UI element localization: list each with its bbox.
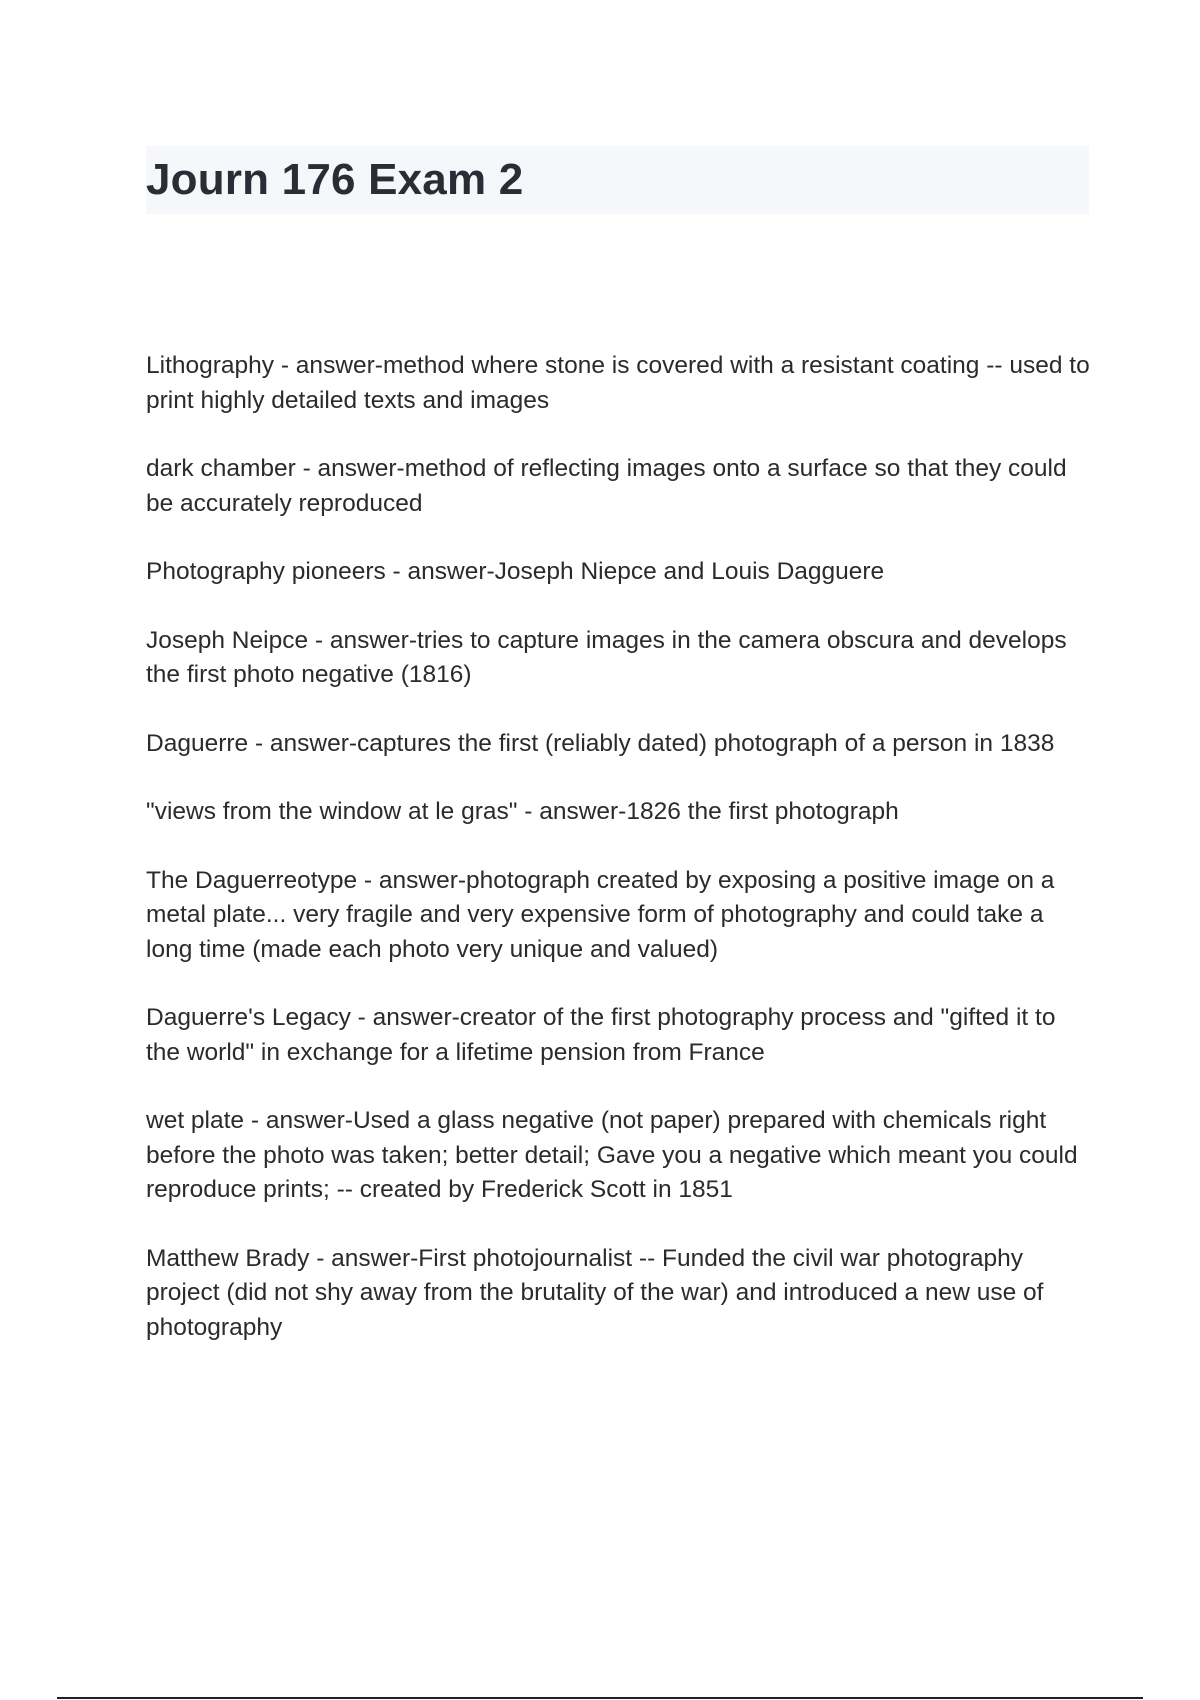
flashcard-list [146,349,1096,1379]
flashcard-entry: "views from the window at le gras" - answer-1826 the first photograph [146,798,899,825]
flashcard-entry: dark chamber - answer-method of reflecting images onto a surface so that they could be accurately reproduced [146,455,1067,517]
flashcard-entry: Matthew Brady - answer-First photojournalist -- Funded the civil war photography project (did not shy away from the brutality of the war) and introduced a new use of photography [146,1244,1044,1341]
flashcard-entry: wet plate - answer-Used a glass negative (not paper) prepared with chemicals right before the photo was taken; better detail; Gave you a negative which meant you could reproduce prints; -- created by Frederick Scott in 1851 [146,1107,1078,1203]
flashcard-entry: Photography pioneers - answer-Joseph Niepce and Louis Dagguere [146,558,885,585]
flashcard-entry: Lithography - answer-method where stone is covered with a resistant coating -- used to print highly detailed texts and images [146,352,1090,414]
flashcard-entry: Daguerre's Legacy - answer-creator of the first photography process and "gifted it to the world" in exchange for a lifetime pension from France [146,1004,1056,1066]
flashcard-entry: Joseph Neipce - answer-tries to capture images in the camera obscura and develops the first photo negative (1816) [146,626,1067,688]
flashcard-entry: Daguerre - answer-captures the first (reliably dated) photograph of a person in 1838 [146,729,1055,757]
flashcard-entry: The Daguerreotype - answer-photograph created by exposing a positive image on a metal plate... very fragile and very expensive form of photography and could take a long time (made each photo very unique and valued) [146,866,1055,963]
page-title: Journ 176 Exam 2 [146,155,524,204]
page-footer-rule [57,1697,1143,1699]
title-banner [146,146,1089,214]
